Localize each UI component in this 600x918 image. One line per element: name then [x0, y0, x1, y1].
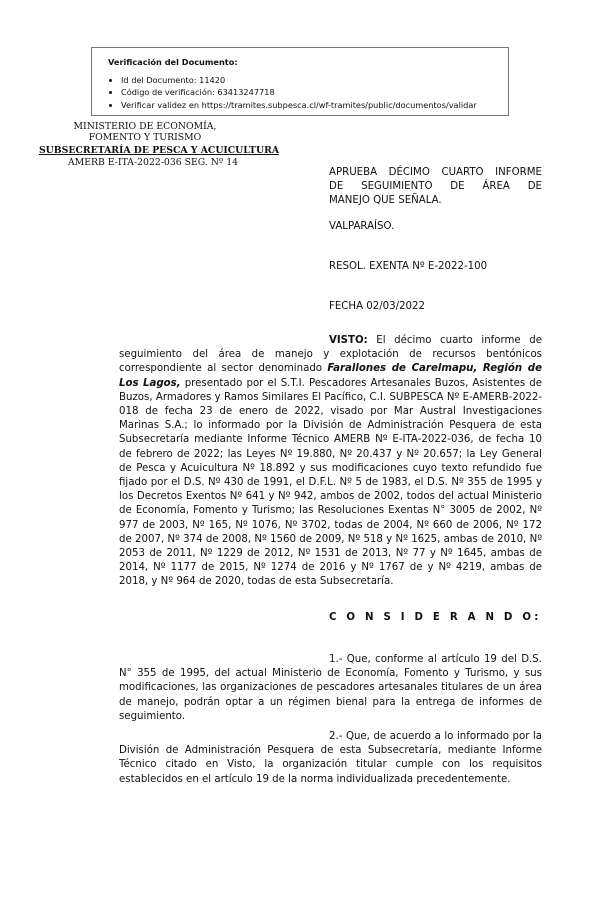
summary-title-line1: APRUEBA DÉCIMO CUARTO INFORME [329, 167, 542, 178]
undersecretariat-header [36, 145, 282, 156]
ministry-header [60, 121, 230, 143]
visto-sector: Farallones de Carelmapu, Región de Los Lagos, [119, 363, 542, 389]
visto-label: VISTO: [329, 335, 368, 346]
visto-paragraph [119, 334, 542, 590]
verification-title: Verificación del Documento: [108, 57, 238, 67]
verification-url[interactable]: • Verificar validez en https://tramites.subpesca.cl/wf-tramites/public/documentos/validar [121, 99, 498, 112]
verification-list [108, 74, 498, 112]
ministry-line1: MINISTERIO DE ECONOMÍA, [73, 121, 217, 132]
resolution-number: RESOL. EXENTA Nº E-2022-100 [329, 261, 488, 272]
considerando-paragraph-2: 2.- Que, de acuerdo a lo informado por la División de Administración Pesquera de esta Subsecretaría, mediante Informe Técnico citado en Visto, la organización titular cumple con los requisitos establecidos en el artículo 19 de la norma individualizada precedentemente. [119, 731, 542, 785]
verification-doc-id: • Id del Documento: 11420 [121, 74, 498, 87]
summary-title-line3: MANEJO QUE SEÑALA. [329, 195, 442, 206]
place: VALPARAÍSO. [329, 221, 395, 232]
resolution-date: FECHA 02/03/2022 [329, 301, 425, 312]
undersecretariat-name: SUBSECRETARÍA DE PESCA Y ACUICULTURA [38, 145, 280, 156]
verification-box [91, 47, 509, 116]
ministry-line2: FOMENTO Y TURISMO [88, 132, 202, 143]
visto-text-a: El décimo cuarto informe de seguimiento del área de manejo y explotación de recursos bentónicos correspondiente al sector denominado [119, 335, 542, 375]
resolution-summary [329, 166, 542, 208]
verification-code: • Código de verificación: 63413247718 [121, 86, 498, 99]
considerando-paragraph-1: 1.- Que, conforme al artículo 19 del D.S. N° 355 de 1995, del actual Ministerio de Economía, Fomento y Turismo, y sus modificaciones, las organizaciones de pescadores artesanales titulares de un área de manejo, podrán optar a un régimen bienal para la entrega de informes de seguimiento. [119, 654, 542, 722]
reference-code: AMERB E-ITA-2022-036 SEG. Nº 14 [68, 157, 239, 168]
considerando-heading: C O N S I D E R A N D O: [329, 612, 542, 623]
summary-title-line2: DE SEGUIMIENTO DE ÁREA DE [329, 181, 542, 192]
visto-text-b: presentado por el S.T.I. Pescadores Artesanales Buzos, Asistentes de Buzos, Armadores y Ramos Similares El Pacífico, C.I. SUBPESCA Nº E-AMERB-2022-018 de fecha 23 de enero de 2022, visado por Mar Austral Investigaciones Marinas S.A.; lo informado por la División de Administración Pesquera de esta Subsecretaría mediante Informe Técnico AMERB Nº E-ITA-2022-036, de fecha 10 de febrero de 2022; las Leyes Nº 19.880, Nº 20.437 y Nº 20.657; la Ley General de Pesca y Acuicultura Nº 18.892 y sus modificaciones cuyo texto refundido fue fijado por el D.S. Nº 430 de 1991, el D.F.L. Nº 5 de 1983, el D.S. Nº 355 de 1995 y los Decretos Exentos Nº 641 y Nº 942, ambos de 2002, todos del actual Ministerio de Economía, Fomento y Turismo; las Resoluciones Exentas N° 3005 de 2002, Nº 977 de 2003, Nº 165, Nº 1076, Nº 3702, todas de 2004, Nº 660 de 2006, Nº 172 de 2007, Nº 374 de 2008, Nº 1560 de 2009, Nº 518 y Nº 1625, ambas de 2010, Nº 2053 de 2011, Nº 1229 de 2012, Nº 1531 de 2013, Nº 77 y Nº 1645, ambas de 2014, Nº 1177 de 2015, Nº 1274 de 2016 y Nº 1767 de y Nº 4219, ambas de 2018, y Nº 964 de 2020, todas de esta Subsecretaría. [119, 377, 542, 588]
